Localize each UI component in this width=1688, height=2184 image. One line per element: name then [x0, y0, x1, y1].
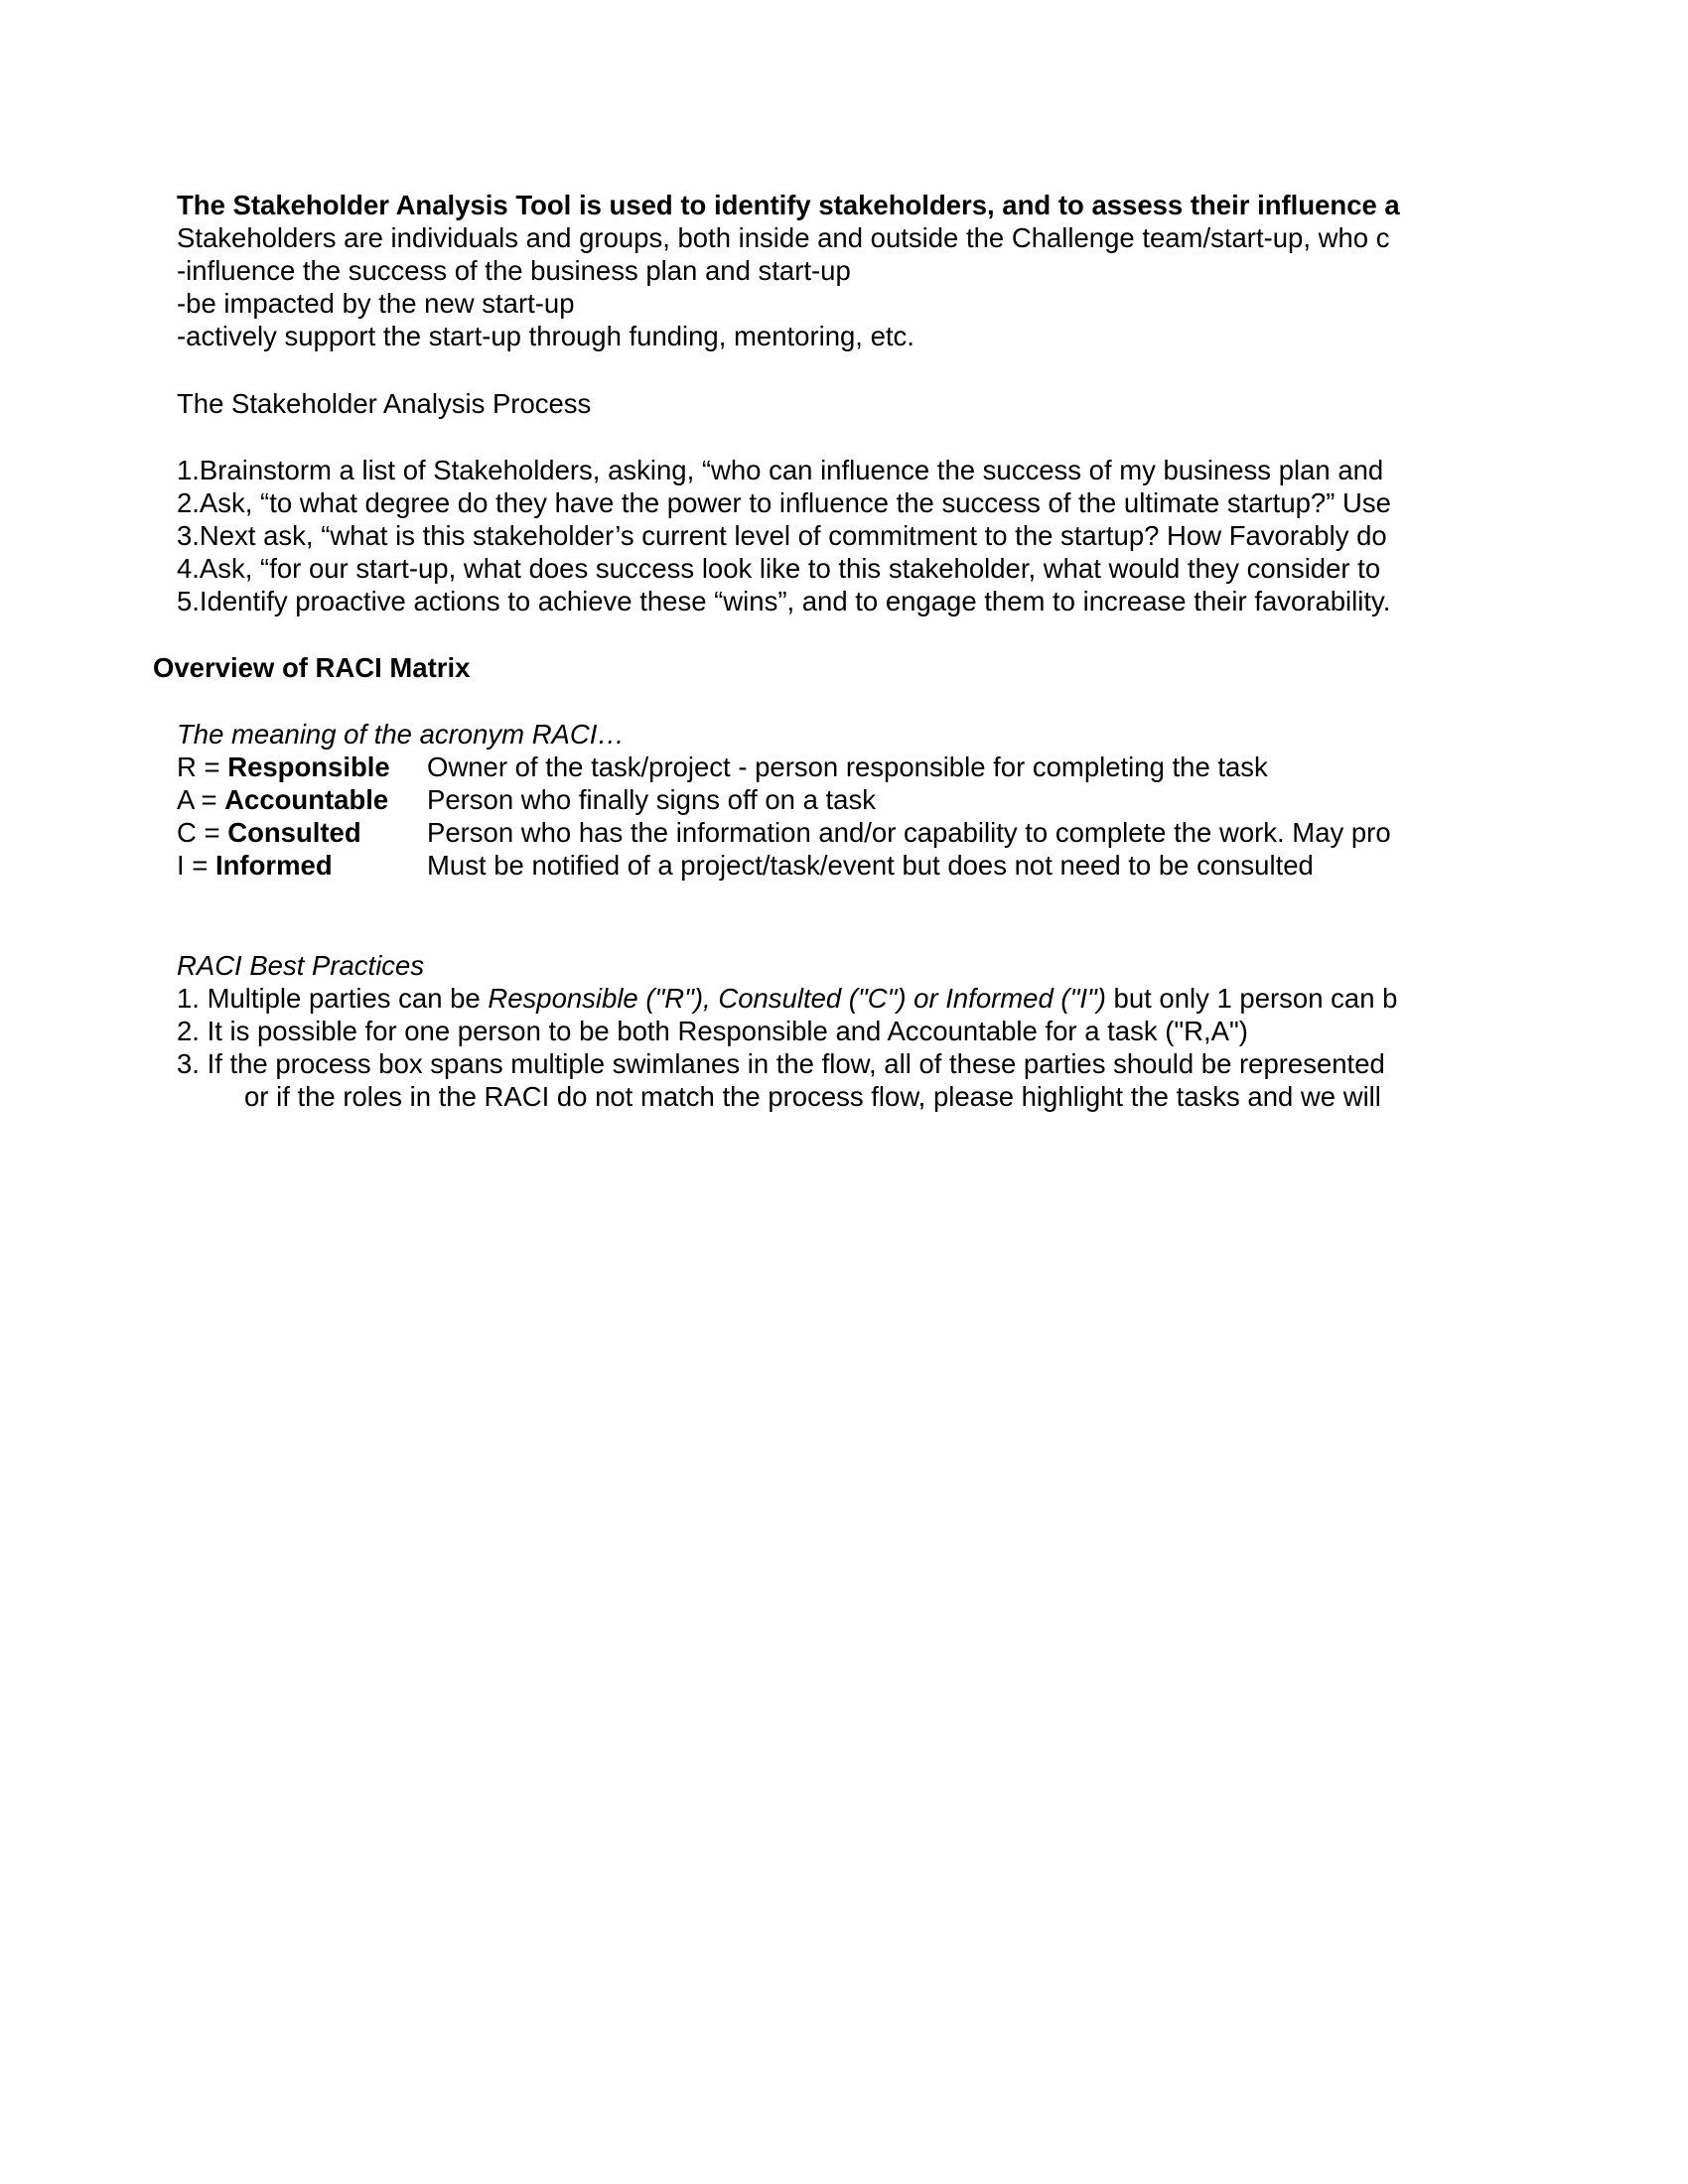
process-step: 4.Ask, “for our start-up, what does success look like to this stakeholder, what would they consider to [177, 553, 1381, 584]
intro-bullet: -be impacted by the new start-up [177, 288, 575, 319]
raci-role-informed [177, 849, 333, 882]
stakeholder-definition: Stakeholders are individuals and groups, both inside and outside the Challenge team/start-up, who c [177, 222, 1390, 253]
best-practice-3-continued: or if the roles in the RACI do not match the process flow, please highlight the tasks and we will [244, 1081, 1381, 1112]
best-practice-1-roles: Responsible ("R"), Consulted ("C") or Informed ("I") [488, 983, 1106, 1014]
raci-role-description: Person who finally signs off on a task [427, 784, 876, 815]
best-practice-1-start: 1. Multiple parties can be [177, 983, 489, 1014]
raci-role-prefix: C = [177, 817, 228, 848]
process-step: 5.Identify proactive actions to achieve these “wins”, and to engage them to increase their favorability. [177, 586, 1391, 616]
best-practice-1-end: but only 1 person can b [1105, 983, 1398, 1014]
raci-title: Overview of RACI Matrix [153, 652, 471, 683]
raci-role-term: Consulted [227, 817, 361, 848]
best-practice-2: 2. It is possible for one person to be both Responsible and Accountable for a task ("R,A") [177, 1016, 1248, 1046]
best-practice-3: 3. If the process box spans multiple swimlanes in the flow, all of these parties should be represented [177, 1048, 1385, 1079]
raci-best-practices-heading: RACI Best Practices [177, 950, 425, 981]
raci-role-prefix: A = [177, 784, 225, 815]
raci-role-description: Person who has the information and/or capability to complete the work. May pro [427, 817, 1391, 848]
raci-role-term: Accountable [224, 784, 389, 815]
process-step: 1.Brainstorm a list of Stakeholders, asking, “who can influence the success of my business plan and [177, 455, 1384, 485]
raci-role-responsible [177, 751, 390, 783]
raci-meaning-heading: The meaning of the acronym RACI… [177, 719, 625, 750]
raci-role-description: Owner of the task/project - person responsible for completing the task [427, 751, 1268, 782]
process-step: 3.Next ask, “what is this stakeholder’s current level of commitment to the startup? How Favorably do [177, 520, 1387, 551]
intro-bullet: -influence the success of the business plan and start-up [177, 255, 851, 286]
raci-role-term: Informed [214, 850, 333, 881]
raci-role-consulted [177, 816, 361, 849]
raci-role-prefix: I = [177, 850, 215, 881]
raci-role-description: Must be notified of a project/task/event but does not need to be consulted [427, 850, 1314, 881]
raci-role-term: Responsible [227, 751, 390, 782]
intro-heading: The Stakeholder Analysis Tool is used to identify stakeholders, and to assess their influence a [177, 190, 1400, 220]
process-step: 2.Ask, “to what degree do they have the power to influence the success of the ultimate startup?” Use [177, 487, 1391, 518]
raci-role-accountable [177, 783, 388, 816]
raci-role-prefix: R = [177, 751, 228, 782]
intro-bullet: -actively support the start-up through funding, mentoring, etc. [177, 321, 914, 351]
best-practice-1 [177, 982, 1397, 1015]
process-title: The Stakeholder Analysis Process [177, 388, 592, 419]
